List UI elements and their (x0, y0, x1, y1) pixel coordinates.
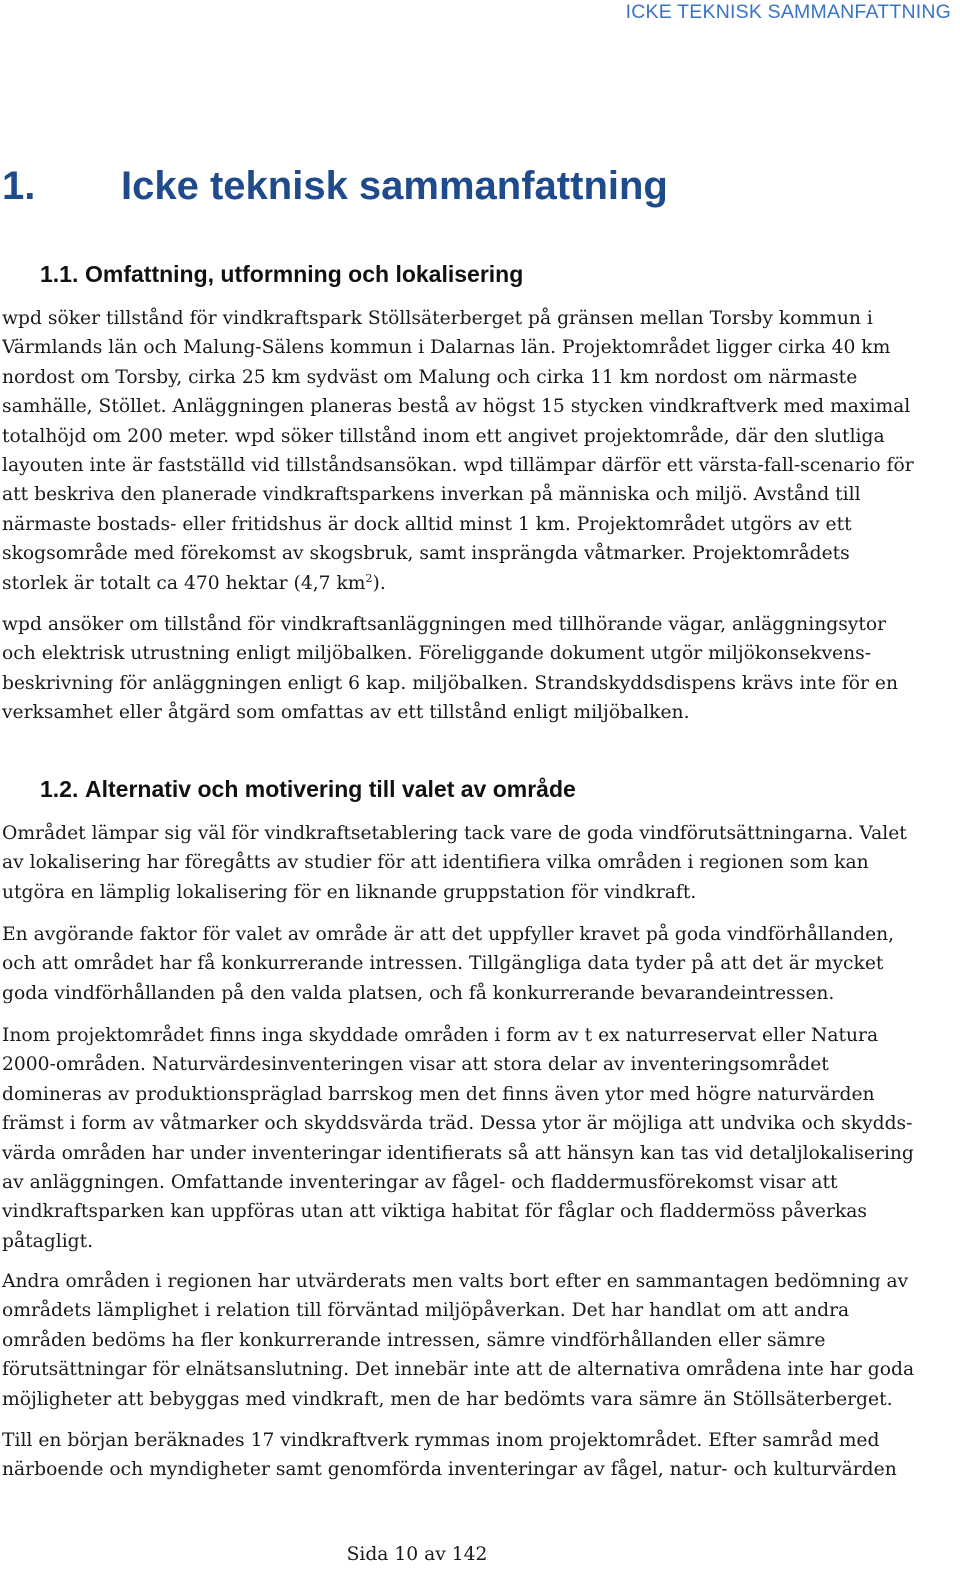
text-line: Inom projektområdet finns inga skyddade områden i form av t ex naturreservat eller Natura (2, 1025, 879, 1046)
subsection-heading-1-2 (40, 774, 576, 804)
text-line: nordost om Torsby, cirka 25 km sydväst om Malung och cirka 11 km nordost om närmaste (2, 366, 858, 388)
text-line: samhälle, Stöllet. Anläggningen planeras bestå av högst 15 stycken vindkraftverk med maximal (2, 396, 911, 418)
text-line: 2000-områden. Naturvärdesinventeringen visar att stora delar av inventeringsområdet (2, 1054, 829, 1076)
text-line: närmaste bostads- eller fritidshus är dock alltid minst 1 km. Projektområdet utgörs av ett (2, 513, 852, 535)
area-text-end: ). (372, 572, 386, 594)
text-line: layouten inte är fastställd vid tillståndsansökan. wpd tillämpar därför ett värsta-fall-scenario för (2, 455, 914, 477)
paragraph-protected-areas (2, 1021, 914, 1256)
text-line: beskrivning för anläggningen enligt 6 kap. miljöbalken. Strandskyddsdispens krävs inte för en (2, 672, 898, 694)
section-heading (2, 162, 668, 210)
text-line: värda områden har under inventeringar identifierats så att hänsyn kan tas vid detaljlokalisering (2, 1142, 914, 1164)
area-text: storlek är totalt ca 470 hektar (4,7 km (2, 572, 366, 594)
text-line: utgöra en lämplig lokalisering för en liknande gruppstation för vindkraft. (2, 881, 697, 903)
text-line: närboende och myndigheter samt genomförda inventeringar av fågel, natur- och kulturvärden (2, 1459, 897, 1481)
subsection-title: Alternativ och motivering till valet av område (85, 776, 576, 802)
text-line: främst i form av våtmarker och skyddsvärda träd. Dessa ytor är möjliga att undvika och skydds- (2, 1113, 913, 1135)
text-line-area (2, 569, 907, 598)
subsection-number: 1.1. (40, 261, 79, 287)
paragraph-deciding-factor (2, 920, 907, 1008)
paragraph-site-suitability (2, 819, 907, 907)
text-line: av lokalisering har föregåtts av studier för att identifiera vilka områden i regionen som kan (2, 852, 869, 874)
text-line: förutsättningar för elnätsanslutning. Det innebär inte att de alternativa områdena inte har goda (2, 1359, 915, 1381)
text-line: av anläggningen. Omfattande inventeringar av fågel- och fladdermusförekomst visar att (2, 1172, 838, 1194)
paragraph-turbine-count (2, 1426, 907, 1485)
section-title: Icke teknisk sammanfattning (121, 164, 668, 208)
text-line: Området lämpar sig väl för vindkraftsetablering tack vare de goda vindförutsättningarna. Valet (2, 823, 907, 844)
text-line: och att området har få konkurrerande intressen. Tillgängliga data tyder på att det är mycket (2, 953, 884, 975)
text-line: wpd ansöker om tillstånd för vindkraftsanläggningen med tillhörande vägar, anläggningsytor (2, 614, 887, 635)
text-line: wpd söker tillstånd för vindkraftspark Stöllsäterberget på gränsen mellan Torsby kommun i (2, 308, 873, 329)
text-line: och elektrisk utrustning enligt miljöbalken. Föreliggande dokument utgör miljökonsekvens- (2, 643, 872, 665)
text-line: totalhöjd om 200 meter. wpd söker tillstånd inom ett angivet projektområde, där den slutliga (2, 425, 885, 447)
text-line: domineras av produktionspräglad barrskog men det finns även ytor med högre naturvärden (2, 1083, 875, 1105)
text-line: verksamhet eller åtgärd som omfattas av ett tillstånd enligt miljöbalken. (2, 702, 690, 724)
text-line: vindkraftsparken kan uppföras utan att viktiga habitat för fåglar och fladdermöss påverkas (2, 1201, 867, 1223)
text-line: områden bedöms ha fler konkurrerande intressen, sämre vindförhållanden eller sämre (2, 1329, 826, 1351)
superscript: 2 (365, 571, 373, 585)
text-line: skogsområde med förekomst av skogsbruk, samt insprängda våtmarker. Projektområdets (2, 543, 850, 565)
text-line: Till en början beräknades 17 vindkraftverk rymmas inom projektområdet. Efter samråd med (2, 1430, 880, 1451)
text-line: En avgörande faktor för valet av område är att det uppfyller kravet på goda vindförhållanden, (2, 924, 895, 945)
page-number: Sida 10 av 142 (346, 1544, 488, 1565)
text-line: goda vindförhållanden på den valda platsen, och få konkurrerande bevarandeintressen. (2, 982, 835, 1004)
subsection-title: Omfattning, utformning och lokalisering (85, 261, 524, 287)
paragraph-application (2, 610, 907, 728)
section-number: 1. (2, 164, 36, 208)
text-line: Värmlands län och Malung-Sälens kommun i Dalarnas län. Projektområdet ligger cirka 40 km (2, 337, 891, 359)
text-line: möjligheter att bebyggas med vindkraft, men de har bedömts vara sämre än Stöllsäterberget. (2, 1388, 893, 1410)
paragraph-scope (2, 304, 914, 598)
subsection-heading-1-1 (40, 259, 523, 289)
text-line: att beskriva den planerade vindkraftsparkens inverkan på människa och miljö. Avstånd till (2, 484, 861, 506)
text-line: områdets lämplighet i relation till förväntad miljöpåverkan. Det har handlat om att andra (2, 1300, 850, 1322)
running-header: ICKE TEKNISK SAMMANFATTNING (625, 1, 951, 23)
text-line: Andra områden i regionen har utvärderats men valts bort efter en sammantagen bedömning av (2, 1271, 909, 1292)
subsection-number: 1.2. (40, 776, 79, 802)
text-line: påtagligt. (2, 1230, 94, 1252)
paragraph-other-areas (2, 1267, 915, 1414)
